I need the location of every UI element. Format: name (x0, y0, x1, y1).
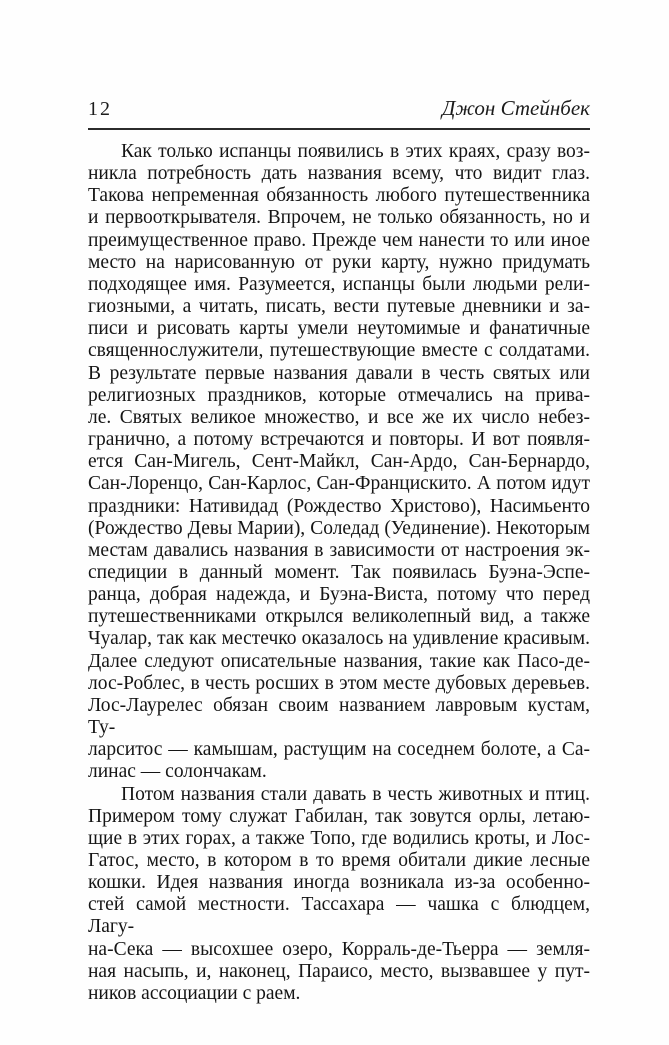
text-line: спедиции в данный момент. Так появилась Буэна-Эспе- (88, 561, 590, 583)
text-line: Чуалар, так как местечко оказалось на удивление красивым. (88, 628, 590, 650)
text-line: Гатос, место, в котором в то время обитали дикие лесные (88, 850, 590, 871)
text-line: Потом названия стали давать в честь животных и птиц. (121, 783, 590, 805)
text-line: на-Сека — высохшее озеро, Корраль-де-Тьерра — земля- (88, 938, 590, 960)
text-line: ется Сан-Мигель, Сент-Майкл, Сан-Ардо, Сан-Бернардо, (88, 451, 590, 473)
page-number: 12 (88, 98, 112, 120)
text-line: ле. Святых великое множество, и все же их число небез- (88, 406, 590, 428)
text-line: Сан-Лоренцо, Сан-Карлос, Сан-Францискито. А потом идут (88, 473, 590, 495)
page-header (88, 96, 590, 130)
text-line: щие в этих горах, а также Топо, где водились кроты, и Лос- (88, 827, 590, 849)
running-title: Джон Стейнбек (442, 96, 590, 120)
text-line: ларситос — камышам, растущим на соседнем болоте, а Са- (88, 739, 590, 761)
text-line: ранца, добрая надежда, и Буэна-Виста, потому что перед (88, 584, 590, 606)
text-line: кошки. Идея названия иногда возникала из-за особенно- (88, 872, 590, 894)
text-line: подходящее имя. Разумеется, испанцы были людьми рели- (88, 273, 590, 295)
text-line: место на нарисованную от руки карту, нужно придумать (88, 251, 590, 273)
text-line: никла потребность дать названия всему, что видит глаз. (88, 163, 590, 185)
text-line: стей самой местности. Тассахара — чашка с блюдцем, Лагу- (88, 894, 590, 938)
text-line: Такова непременная обязанность любого путешественника (88, 185, 590, 207)
text-line: гиозными, а читать, писать, вести путевые дневники и за- (88, 296, 590, 318)
text-line: Лос-Лаурелес обязан своим названием лавровым кустам, Ту- (88, 694, 590, 739)
text-line: ная насыпь, и, наконец, Параисо, место, вызвавшее у пут- (88, 960, 590, 982)
text-line: священнослужители, путешествующие вместе с солдатами. (88, 340, 590, 362)
text-line: путешественниками открылся великолепный вид, а также (88, 606, 590, 628)
text-line: Как только испанцы появились в этих краях, сразу воз- (121, 141, 590, 162)
text-line: Далее следуют описательные названия, такие как Пасо-де- (88, 650, 590, 672)
text-line: линас — солончакам. (88, 761, 267, 783)
text-line: преимущественное право. Прежде чем нанести то или иное (88, 229, 590, 251)
text-line: писи и рисовать карты умели неутомимые и фанатичные (88, 318, 590, 340)
text-line: гранично, а потому встречаются и повторы. И вот появля- (88, 429, 590, 451)
text-line: религиозных праздников, которые отмечались на прива- (88, 384, 590, 406)
text-line: местам давались названия в зависимости от настроения эк- (88, 539, 590, 561)
text-line: праздники: Нативидад (Рождество Христово), Насимьенто (88, 495, 590, 517)
text-line: В результате первые названия давали в честь святых или (88, 362, 590, 384)
text-line: ников ассоциации с раем. (88, 982, 301, 1004)
text-line: лос-Роблес, в честь росших в этом месте дубовых деревьев. (88, 672, 590, 694)
text-line: и первооткрывателя. Впрочем, не только обязанность, но и (88, 207, 590, 229)
text-line: (Рождество Девы Марии), Соледад (Уединение). Некоторым (88, 517, 590, 539)
text-block (88, 141, 590, 1005)
text-line: Примером тому служат Габилан, так зовутся орлы, летаю- (88, 805, 590, 827)
